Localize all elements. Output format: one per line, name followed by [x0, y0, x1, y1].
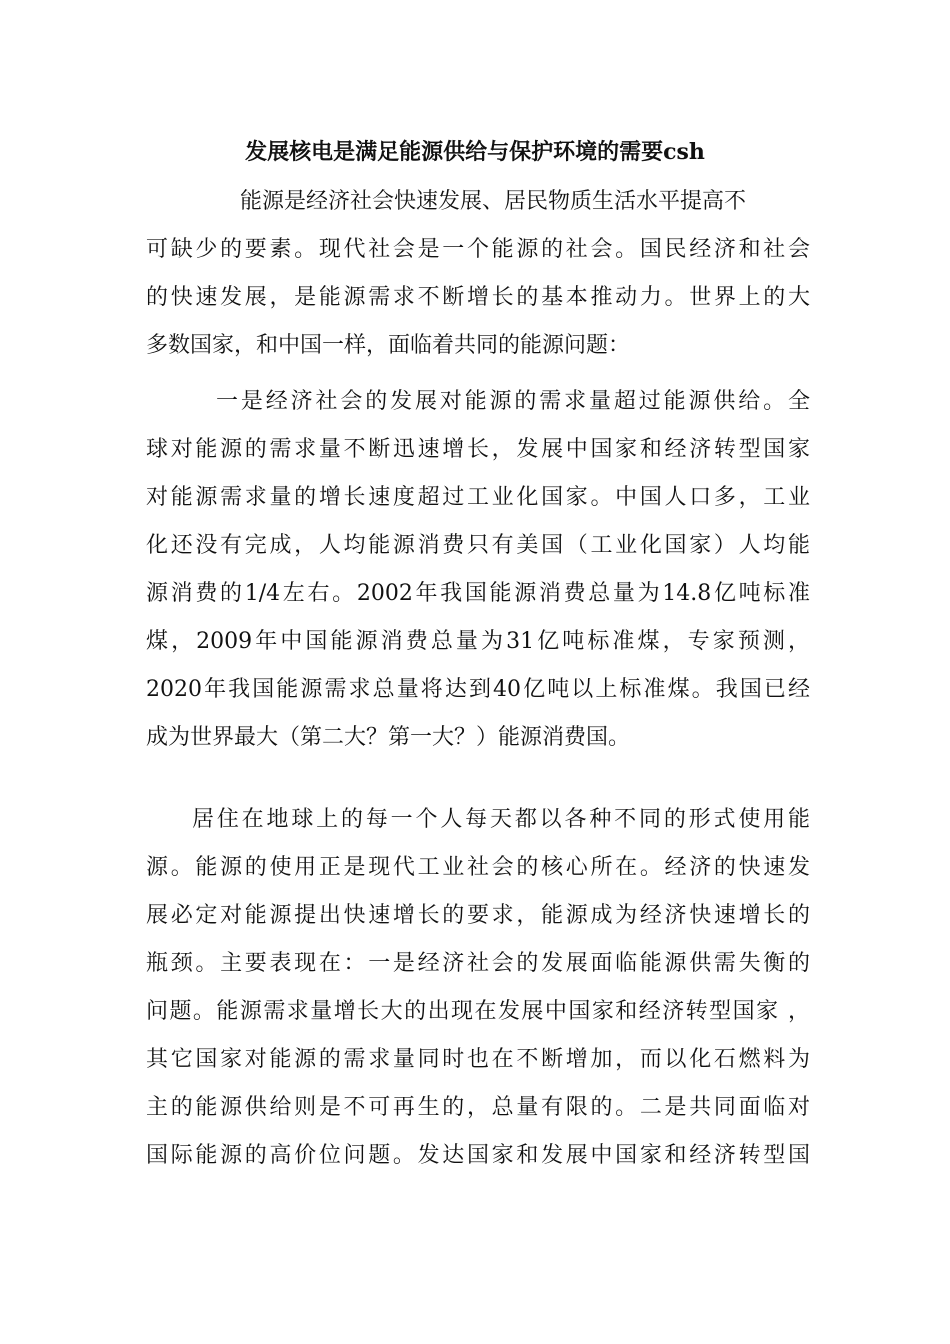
paragraph-line: 可缺少的要素。现代社会是一个能源的社会。国民经济和社会: [146, 237, 810, 262]
paragraph-line: 多数国家，和中国一样，面临着共同的能源问题：: [146, 333, 631, 358]
paragraph-energy-intro: [146, 178, 810, 370]
paragraph-line: 一是经济社会的发展对能源的需求量超过能源供给。全: [216, 389, 810, 414]
paragraph-line: 瓶颈。主要表现在：一是经济社会的发展面临能源供需失衡的: [146, 951, 810, 976]
paragraph-line: 化还没有完成，人均能源消费只有美国（工业化国家）人均能: [146, 533, 810, 558]
paragraph-line: 能源是经济社会快速发展、居民物质生活水平提高不: [240, 189, 747, 214]
paragraph-energy-use: [146, 796, 810, 1180]
paragraph-line: 国际能源的高价位问题。发达国家和发展中国家和经济转型国: [146, 1143, 810, 1168]
paragraph-line: 煤，2009年中国能源消费总量为31亿吨标准煤，专家预测，: [146, 629, 810, 654]
paragraph-line: 其它国家对能源的需求量同时也在不断增加，而以化石燃料为: [146, 1047, 810, 1072]
paragraph-line: 源。能源的使用正是现代工业社会的核心所在。经济的快速发: [146, 855, 810, 880]
paragraph-line: 展必定对能源提出快速增长的要求，能源成为经济快速增长的: [146, 903, 810, 928]
paragraph-line: 对能源需求量的增长速度超过工业化国家。中国人口多，工业: [146, 485, 810, 510]
paragraph-line: 2020年我国能源需求总量将达到40亿吨以上标准煤。我国已经: [146, 677, 810, 702]
paragraph-line: 居住在地球上的每一个人每天都以各种不同的形式使用能: [192, 807, 810, 832]
document-title: 发展核电是满足能源供给与保护环境的需要csh: [245, 139, 705, 165]
paragraph-line: 主的能源供给则是不可再生的，总量有限的。二是共同面临对: [146, 1095, 810, 1120]
paragraph-line: 源消费的1/4左右。2002年我国能源消费总量为14.8亿吨标准: [146, 581, 810, 606]
paragraph-line: 的快速发展，是能源需求不断增长的基本推动力。世界上的大: [146, 285, 810, 310]
paragraph-line: 问题。能源需求量增长大的出现在发展中国家和经济转型国家 ，: [146, 999, 810, 1024]
paragraph-line: 球对能源的需求量不断迅速增长，发展中国家和经济转型国家: [146, 437, 810, 462]
paragraph-line: 成为世界最大（第二大？第一大？）能源消费国。: [146, 725, 631, 750]
paragraph-demand-exceeds-supply: [146, 378, 810, 762]
